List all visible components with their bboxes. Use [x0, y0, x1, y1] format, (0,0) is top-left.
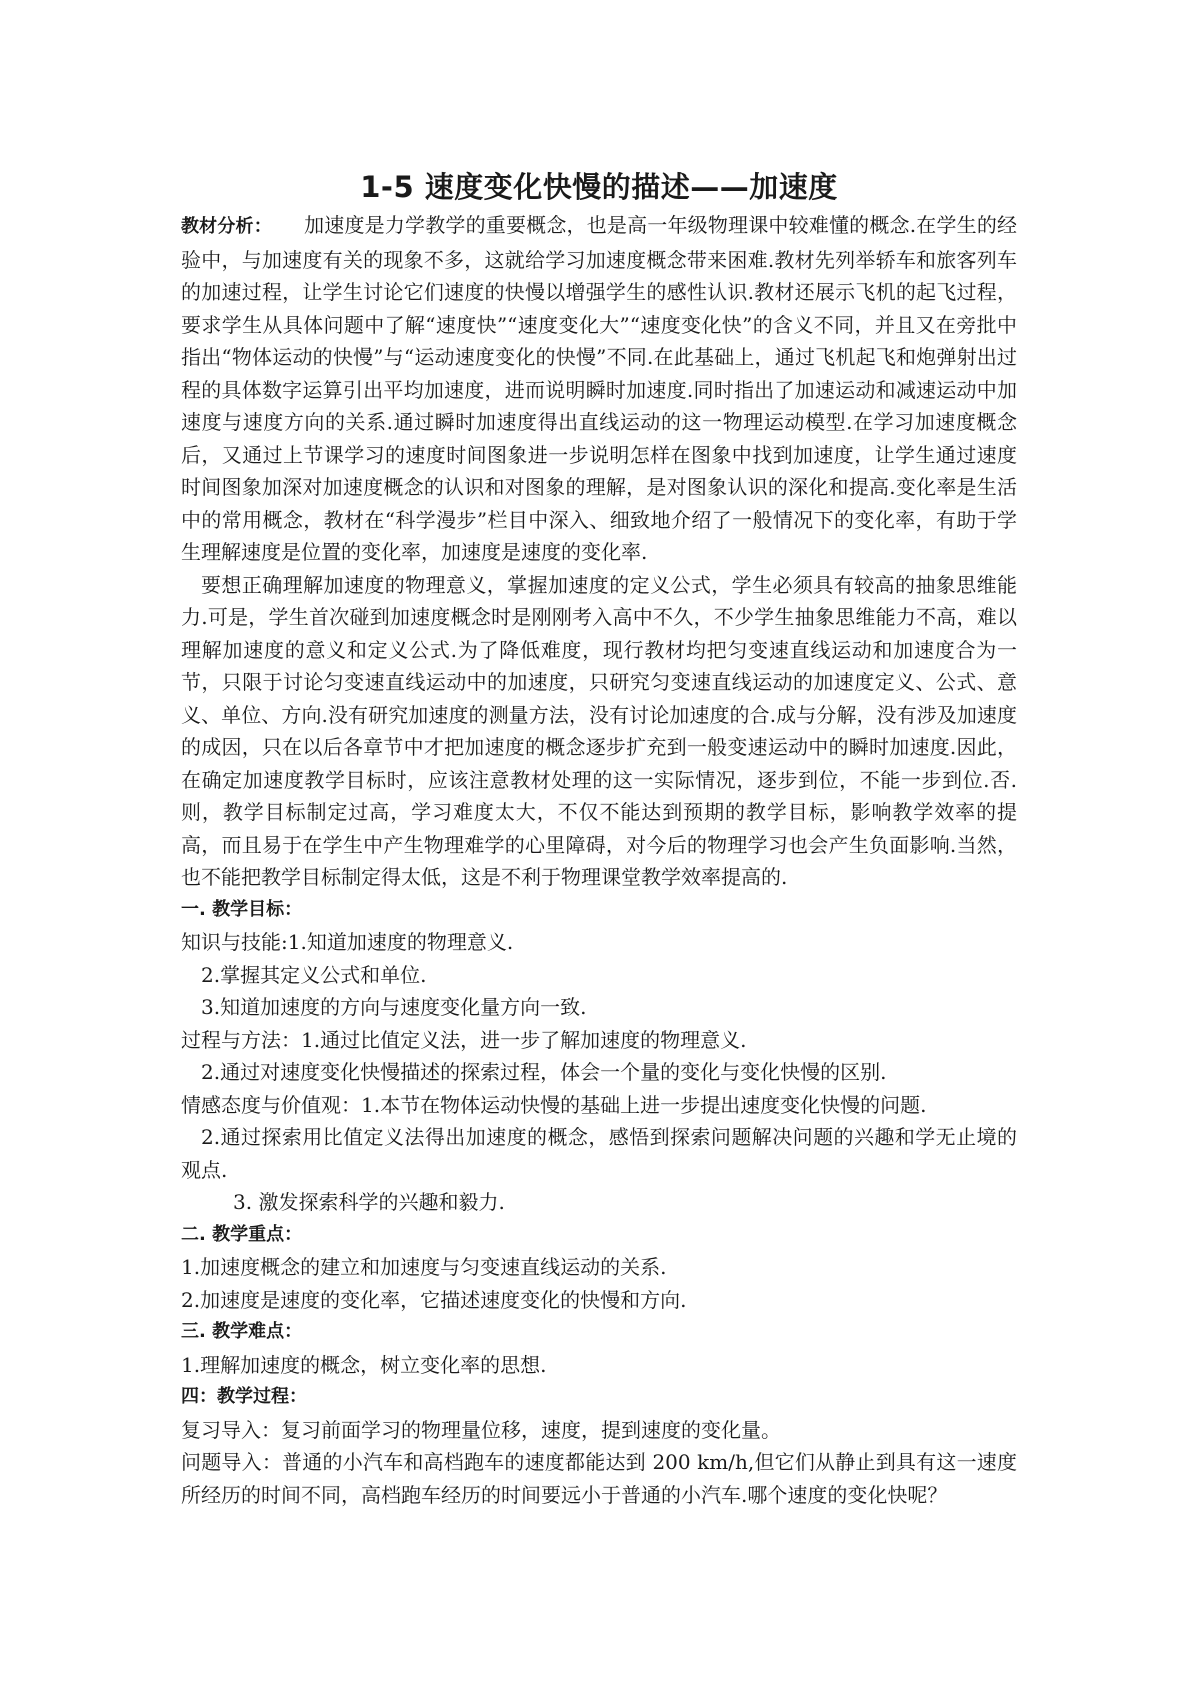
objective-knowledge-2: 2.掌握其定义公式和单位. [201, 962, 427, 987]
objective-knowledge-3: 3.知道加速度的方向与速度变化量方向一致. [201, 995, 587, 1019]
objective-emotion-2: 2.通过探索用比值定义法得出加速度的概念，感悟到探索问题解决问题的兴趣和学无止境的观点. [181, 1125, 1017, 1182]
keypoints-heading: 二. 教学重点： [181, 1223, 303, 1245]
objective-process-1: 过程与方法：1.通过比值定义法，进一步了解加速度的物理意义. [181, 1027, 747, 1052]
analysis-text-1: 加速度是力学教学的重要概念，也是高一年级物理课中较难懂的概念.在学生的经验中，与加速度有关的现象不多，这就给学习加速度概念带来困难.教材先列举轿车和旅客列车的加速过程，让学生讨论它们速度的快慢以增强学生的感性认识.教材还展示飞机的起飞过程，要求学生从具体问题中了解“速度快”“速度变化大”“速度变化快”的含义不同，并且又在旁批中指出“物体运动的快慢”与“运动速度变化的快慢”不同.在此基础上，通过飞机起飞和炮弹射出过程的具体数字运算引出平均加速度，进而说明瞬时加速度.同时指出了加速运动和减速运动中加速度与速度方向的关系.通过瞬时加速度得出直线运动的这一物理运动模型.在学习加速度概念后，又通过上节课学习的速度时间图象进一步说明怎样在图象中找到加速度，让学生通过速度时间图象加深对加速度概念的认识和对图象的理解，是对图象认识的深化和提高.变化率是生活中的常用概念，教材在“科学漫步”栏目中深入、细致地介绍了一般情况下的变化率，有助于学生理解速度是位置的变化率，加速度是速度的变化率. [181, 213, 1018, 564]
keypoint-2: 2.加速度是速度的变化率，它描述速度变化的快慢和方向. [181, 1287, 687, 1312]
objective-process-2: 2.通过对速度变化快慢描述的探索过程，体会一个量的变化与变化快慢的区别. [201, 1060, 887, 1084]
document-page [181, 165, 1017, 1511]
document-title: 1-5 速度变化快慢的描述——加速度 [360, 170, 838, 204]
objective-emotion-3: 3. 激发探索科学的兴趣和毅力. [233, 1190, 505, 1214]
keypoint-1: 1.加速度概念的建立和加速度与匀变速直线运动的关系. [181, 1255, 667, 1279]
process-question: 问题导入：普通的小汽车和高档跑车的速度都能达到 200 km/h,但它们从静止到具有这一速度所经历的时间不同，高档跑车经历的时间要远小于普通的小汽车.哪个速度的变化快呢？ [181, 1450, 1017, 1507]
objective-knowledge-1: 知识与技能:1.知道加速度的物理意义. [181, 930, 514, 954]
analysis-paragraph-2: 要想正确理解加速度的物理意义，掌握加速度的定义公式，学生必须具有较高的抽象思维能力.可是，学生首次碰到加速度概念时是刚刚考入高中不久，不少学生抽象思维能力不高，难以理解加速度的意义和定义公式.为了降低难度，现行教材均把匀变速直线运动和加速度合为一节，只限于讨论匀变速直线运动中的加速度，只研究匀变速直线运动的加速度定义、公式、意义、单位、方向.没有研究加速度的测量方法，没有讨论加速度的合.成与分解，没有涉及加速度的成因，只在以后各章节中才把加速度的概念逐步扩充到一般变速运动中的瞬时加速度.因此，在确定加速度教学目标时，应该注意教材处理的这一实际情况，逐步到位，不能一步到位.否.则，教学目标制定过高，学习难度太大，不仅不能达到预期的教学目标，影响教学效率的提高，而且易于在学生中产生物理难学的心里障碍，对今后的物理学习也会产生负面影响.当然，也不能把教学目标制定得太低，这是不利于物理课堂教学效率提高的. [181, 572, 1017, 889]
process-review: 复习导入：复习前面学习的物理量位移，速度，提到速度的变化量。 [181, 1417, 781, 1442]
analysis-paragraph-1 [181, 209, 1017, 569]
difficulties-heading: 三. 教学难点： [181, 1321, 303, 1342]
objective-emotion-1: 情感态度与价值观：1.本节在物体运动快慢的基础上进一步提出速度变化快慢的问题. [181, 1092, 927, 1117]
process-heading: 四：教学过程： [181, 1386, 307, 1407]
objectives-heading: 一. 教学目标： [181, 898, 303, 920]
analysis-label: 教材分析： [181, 216, 272, 237]
difficulty-1: 1.理解加速度的概念，树立变化率的思想. [181, 1352, 547, 1377]
